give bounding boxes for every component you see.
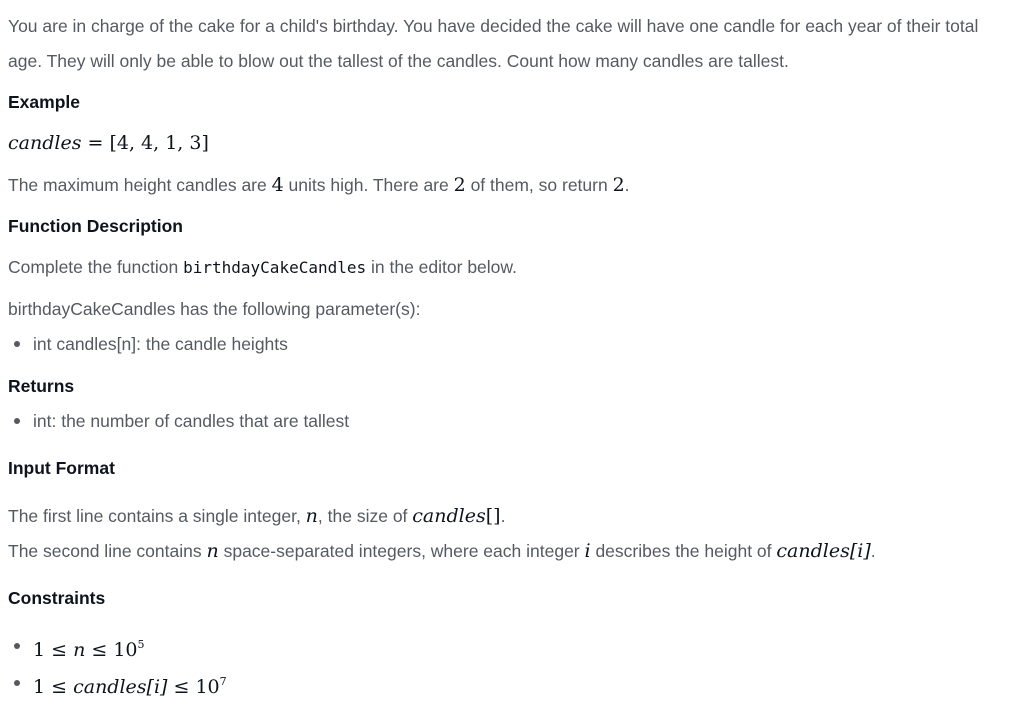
example-eq: = [81,132,110,154]
function-name: birthdayCakeCandles [183,258,367,277]
bullet-icon [14,680,20,686]
if2-i: i [584,540,591,562]
example-var: candles [8,132,82,154]
constraint-1 [33,633,145,663]
if1-text-b: , the size of [317,506,413,526]
c1-var: n [73,639,86,661]
max-value: 4 [271,174,284,196]
params-intro: birthdayCakeCandles has the following parameter(s): [8,299,421,319]
if1-brackets: [] [485,505,501,527]
count-value: 2 [453,174,466,196]
example-explanation [8,173,630,197]
explain-text-c: of them, so return [465,175,613,195]
returns-heading: Returns [8,376,75,396]
bullet-icon [14,341,20,347]
if1-text-c: . [500,506,506,526]
example-array [8,131,209,156]
explain-text-b: units high. There are [283,175,454,195]
c2-var: candles [73,676,147,698]
c1-exp: 5 [137,638,145,651]
if2-text-d: . [870,541,876,561]
if2-idx: [i] [849,540,871,562]
c2-exp: 7 [219,675,227,688]
intro-line-2: age. They will only be able to blow out the tallest of the candles. Count how many candles are tallest. [8,51,789,71]
c2-idx: [i] [146,676,168,698]
return-value: 2 [612,174,625,196]
bullet-icon [14,643,20,649]
constraint-2 [33,670,227,700]
c2-left: 1 ≤ [33,676,74,698]
example-array-value: [4, 4, 1, 3] [109,132,209,154]
constraints-heading: Constraints [8,588,106,608]
if2-n: n [206,540,219,562]
function-description-heading: Function Description [8,216,183,236]
bullet-icon [14,418,20,424]
input-format-line-1 [8,504,505,528]
if1-text-a: The first line contains a single integer, [8,506,306,526]
example-heading: Example [8,92,80,112]
c1-mid: ≤ 10 [85,639,138,661]
c1-left: 1 ≤ [33,639,74,661]
if2-text-b: space-separated integers, where each integer [218,541,585,561]
if1-var: candles [412,505,486,527]
intro-line-1: You are in charge of the cake for a child's birthday. You have decided the cake will have one candle for each year of their total [8,16,979,36]
if2-var: candles [776,540,850,562]
fd-text-b: in the editor below. [366,257,517,277]
explain-text-d: . [624,175,630,195]
input-format-heading: Input Format [8,458,115,478]
function-description-text [8,255,517,280]
fd-text-a: Complete the function [8,257,184,277]
if2-text-a: The second line contains [8,541,207,561]
if2-text-c: describes the height of [590,541,777,561]
c2-mid: ≤ 10 [167,676,220,698]
returns-item: int: the number of candles that are tallest [33,411,350,431]
if1-n: n [305,505,318,527]
explain-text-a: The maximum height candles are [8,175,272,195]
param-item: int candles[n]: the candle heights [33,334,288,354]
input-format-line-2 [8,539,876,563]
